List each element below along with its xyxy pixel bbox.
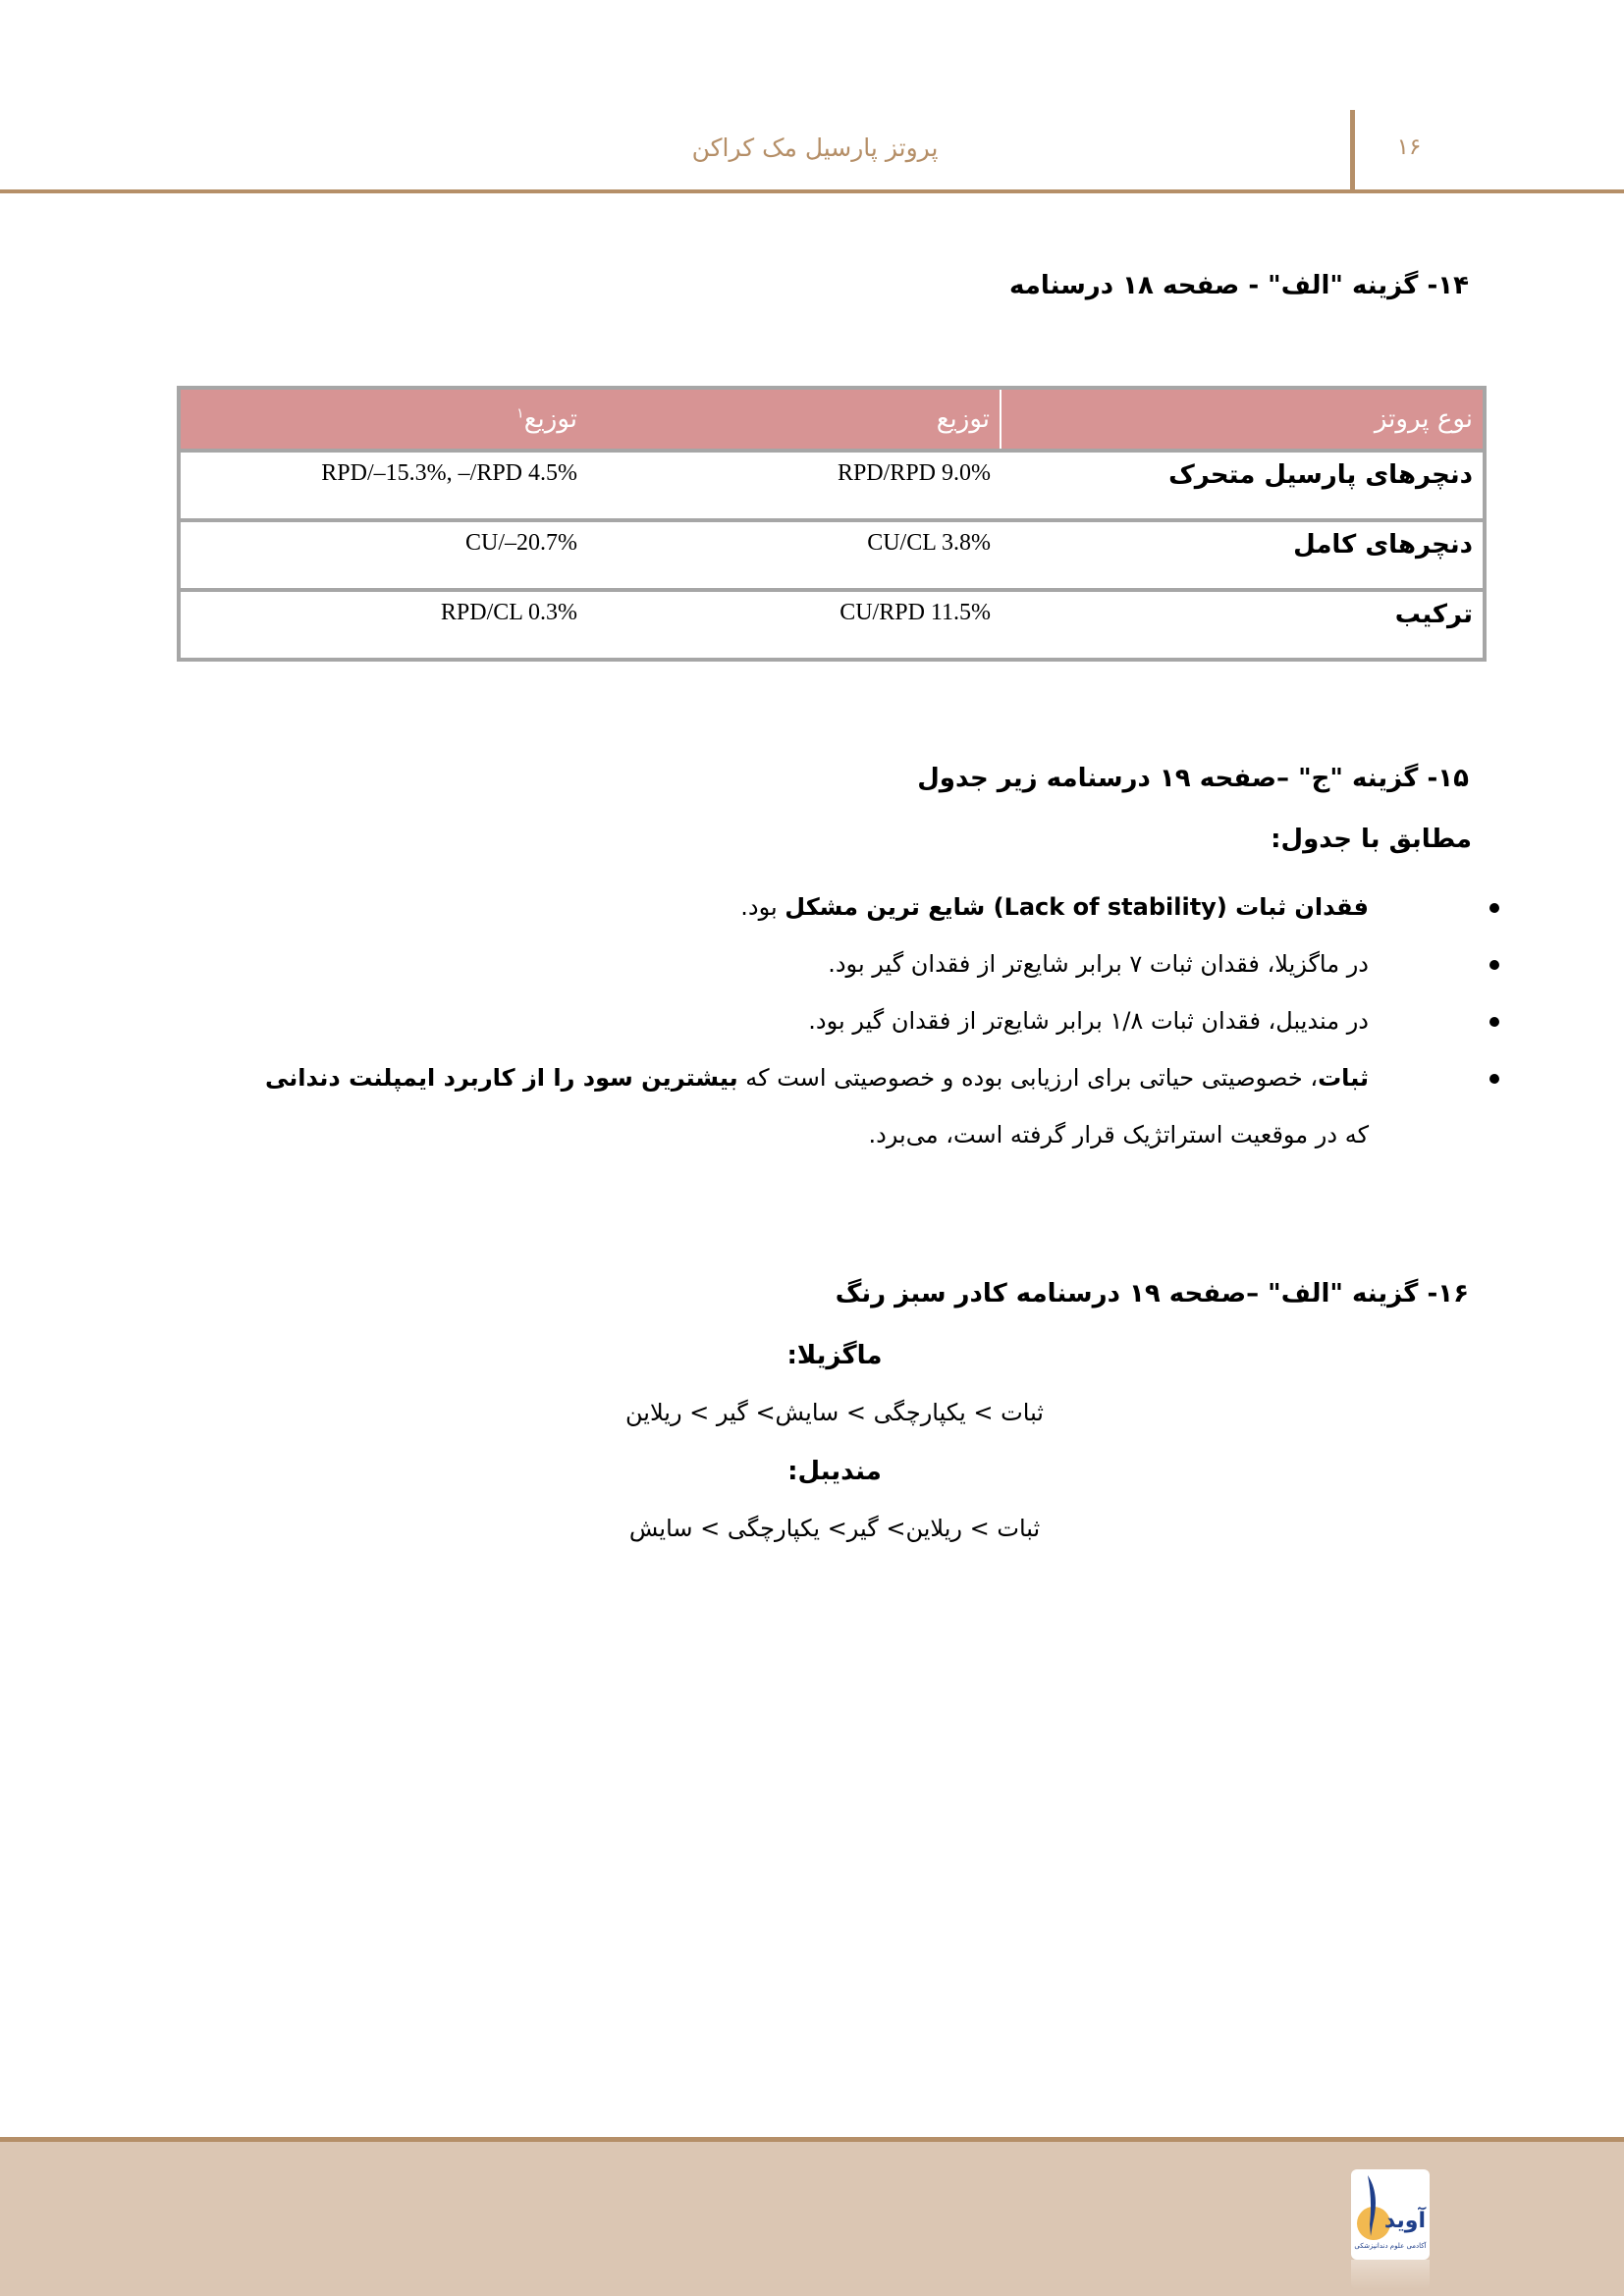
q16-heading: ۱۶- گزینه "الف" –صفحه ۱۹ درسنامه کادر سبز رنگ [835, 1279, 1469, 1308]
q15-heading: ۱۵- گزینه "ج" –صفحه ۱۹ درسنامه زیر جدول [917, 764, 1469, 793]
list-item [249, 1049, 1369, 1163]
q14-heading: ۱۴- گزینه "الف" - صفحه ۱۸ درسنامه [1008, 271, 1469, 300]
col-header-distribution: توزیع [587, 390, 1001, 451]
cell-dist1: CU/CL 3.8% [587, 520, 1001, 590]
cell-dist1: RPD/RPD 9.0% [587, 451, 1001, 520]
bullet-bold-text-2: بیشترین سود را از کاربرد ایمپلنت دندانی [265, 1064, 738, 1092]
header-divider-vertical [1350, 110, 1355, 192]
list-item [249, 879, 1369, 935]
mandible-title: مندیبل: [787, 1457, 882, 1486]
logo-wordmark: آوید [1383, 2209, 1426, 2233]
list-item [249, 992, 1369, 1049]
mandible-order: ثبات > ریلاین> گیر> یکپارچگی > سایش [628, 1515, 1041, 1542]
cell-dist2: CU/–20.7% [181, 520, 587, 590]
q15-bullet-list [249, 879, 1369, 1163]
avid-logo [1351, 2169, 1430, 2260]
logo-subtitle: آکادمی علوم دندانپزشکی [1354, 2242, 1427, 2250]
col-header-distribution-2-label: توزیع [523, 404, 577, 434]
table-header-row [181, 390, 1483, 451]
bullet-continuation: که در موقعیت استراتژیک قرار گرفته است، می‌برد. [868, 1121, 1369, 1148]
cell-type: دنچرهای کامل [1001, 520, 1483, 590]
col-header-prosthesis-type: نوع پروتز [1001, 390, 1483, 451]
col-header-distribution-2 [181, 390, 587, 451]
table-row [181, 520, 1483, 590]
list-item [249, 935, 1369, 992]
bullet-text: ، خصوصیتی حیاتی برای ارزیابی بوده و خصوصیتی است که [737, 1064, 1319, 1092]
table-row [181, 590, 1483, 658]
logo-quill-icon [1365, 2175, 1379, 2236]
page-number: ۱۶ [1396, 134, 1422, 160]
cell-dist1: CU/RPD 11.5% [587, 590, 1001, 658]
bullet-text: بود. [740, 893, 785, 921]
cell-dist2: RPD/CL 0.3% [181, 590, 587, 658]
cell-type: ترکیب [1001, 590, 1483, 658]
footnote-mark: ۱ [516, 405, 524, 422]
maxilla-order: ثبات > یکپارچگی > سایش> گیر > ریلاین [625, 1399, 1044, 1426]
bullet-bold-text: فقدان ثبات (Lack of stability) شایع ترین مشکل [785, 893, 1369, 921]
distribution-table [177, 386, 1487, 662]
header-rule [0, 189, 1624, 193]
cell-type: دنچرهای پارسیل متحرک [1001, 451, 1483, 520]
bullet-text: در ماگزیلا، فقدان ثبات ۷ برابر شایع‌تر از فقدان گیر بود. [828, 950, 1369, 978]
bullet-text: در مندیبل، فقدان ثبات ۱/۸ برابر شایع‌تر از فقدان گیر بود. [808, 1007, 1369, 1035]
table-row [181, 451, 1483, 520]
cell-dist2: RPD/–15.3%, –/RPD 4.5% [181, 451, 587, 520]
running-header-title: پروتز پارسیل مک کراکن [691, 133, 939, 162]
q15-subheading: مطابق با جدول: [1271, 825, 1472, 854]
logo-reflection [1351, 2260, 1430, 2289]
maxilla-title: ماگزیلا: [786, 1341, 883, 1370]
bullet-bold-text: ثبات [1318, 1064, 1369, 1092]
